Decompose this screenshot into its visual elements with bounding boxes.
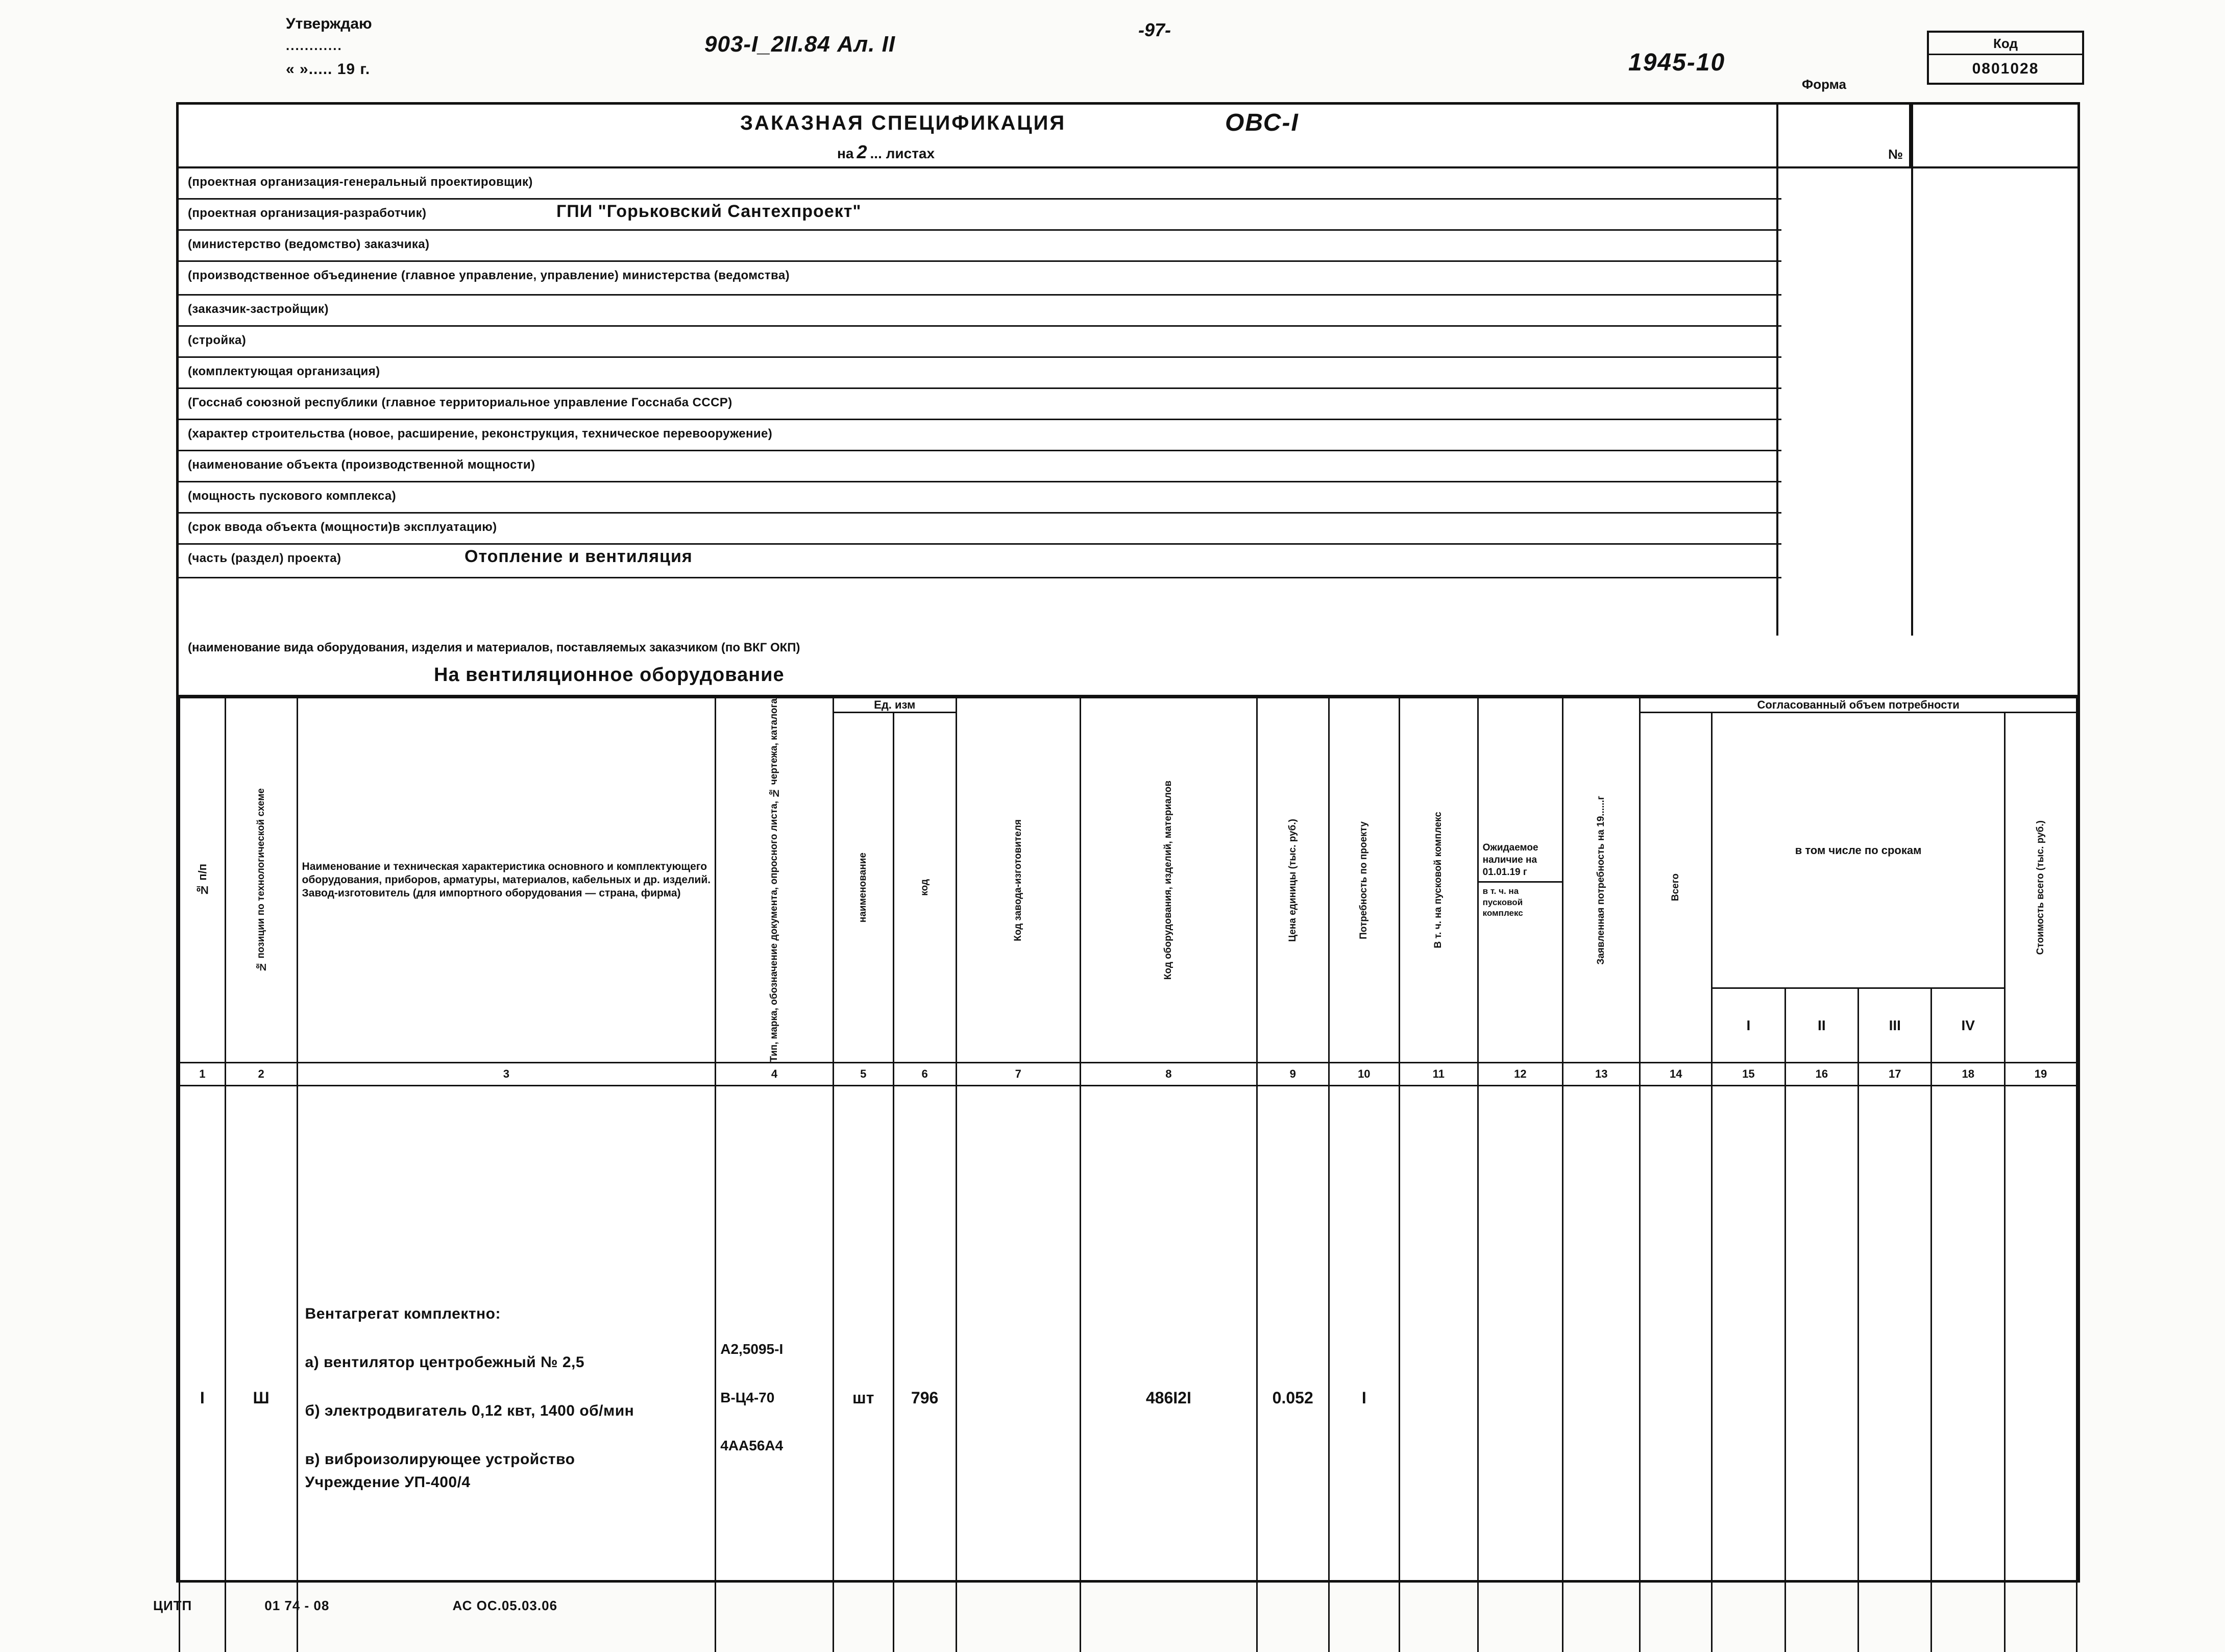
header-cell-expected-stock <box>1478 698 1563 1063</box>
cell-total-cost <box>2004 1086 2076 1652</box>
col-number: 3 <box>297 1063 716 1086</box>
header-text: Наименование и техническая характеристика основного и комплектующего оборудования, приборов, арматуры, материалов, кабельных и др. изделий. Завод-изготовитель (для импортного оборудования — страна, фирма) <box>302 860 711 900</box>
col-number: 10 <box>1329 1063 1399 1086</box>
header-row <box>179 231 1781 262</box>
header-row <box>179 420 1781 451</box>
cell-position <box>225 1086 297 1652</box>
col-number: 4 <box>716 1063 834 1086</box>
header-cell-total-cost <box>2004 713 2076 1063</box>
cell-total <box>1640 1086 1712 1652</box>
col-number: 8 <box>1080 1063 1257 1086</box>
table-header-row-1 <box>180 698 2077 713</box>
header-cell-q1 <box>1712 988 1785 1063</box>
header-text: Код завода-изготовителя <box>1012 819 1023 941</box>
header-cell-equipment-code <box>1080 698 1257 1063</box>
header-row <box>179 545 1781 578</box>
header-text: Ед. изм <box>874 698 916 711</box>
cell-text: Ш <box>253 1388 270 1407</box>
cell-text: шт <box>852 1388 874 1407</box>
code-box <box>1927 31 2084 85</box>
header-row <box>179 389 1781 420</box>
number-box <box>1778 105 1911 168</box>
row-label: (заказчик-застройщик) <box>188 302 329 316</box>
header-row <box>179 262 1781 296</box>
type-main: А2,5095-I <box>720 1341 784 1357</box>
header-text: III <box>1889 1017 1901 1033</box>
col-number: 14 <box>1640 1063 1712 1086</box>
specification-table <box>179 697 2077 1583</box>
number-label: № <box>1888 147 1903 162</box>
header-text: наименование <box>858 852 869 923</box>
equipment-kind-value: На вентиляционное оборудование <box>434 664 785 686</box>
type-a: В-Ц4-70 <box>720 1389 775 1405</box>
header-text: Код оборудования, изделий, материалов <box>1163 780 1174 980</box>
footer-number: 01 74 - 08 <box>264 1598 330 1613</box>
cell-type-block <box>716 1318 833 1457</box>
header-row <box>179 327 1781 358</box>
col-number: 17 <box>1859 1063 1931 1086</box>
row-label: (производственное объединение (главное управление, управление) министерства (ведомства) <box>188 269 790 282</box>
code-box-title: Код <box>1929 33 2082 55</box>
col-number: 7 <box>956 1063 1080 1086</box>
sheet-count: 2 <box>857 141 867 162</box>
row-label: (Госснаб союзной республики (главное территориальное управление Госснаба СССР) <box>188 396 732 409</box>
col-number: 13 <box>1563 1063 1640 1086</box>
header-text: Потребность по проекту <box>1358 821 1370 939</box>
cell-text <box>1479 1377 1562 1398</box>
form-label: Форма <box>1802 77 1846 92</box>
col-number: 19 <box>2004 1063 2076 1086</box>
cell-text <box>1786 1377 1857 1398</box>
cell-type-mark <box>716 1086 834 1652</box>
header-cell-manufacturer-code <box>956 698 1080 1063</box>
cell-unit-code <box>893 1086 956 1652</box>
cell-text <box>957 1377 1080 1398</box>
type-b: 4АА56А4 <box>720 1438 784 1454</box>
cell-unit-price <box>1257 1086 1329 1652</box>
cell-text <box>1859 1377 1930 1398</box>
header-cell-agreed-volume-group <box>1640 698 2077 713</box>
header-subtext: в т. ч. на пусковой комплекс <box>1479 881 1562 921</box>
cell-text <box>2006 1377 2076 1398</box>
description-item-a: а) вентилятор центробежный № 2,5 <box>305 1353 585 1371</box>
equipment-kind-label: (наименование вида оборудования, изделия и материалов, поставляемых заказчиком (по ВКГ ОКП) <box>188 641 800 654</box>
page-title: ЗАКАЗНАЯ СПЕЦИФИКАЦИЯ <box>740 112 1066 134</box>
header-text: Стоимость всего (тыс. руб.) <box>2035 820 2046 955</box>
header-text: № п/п <box>195 864 209 896</box>
cell-q3 <box>1859 1086 1931 1652</box>
header-text: Согласованный объем потребности <box>1757 698 1960 711</box>
col-number: 1 <box>180 1063 226 1086</box>
cell-project-demand <box>1329 1086 1399 1652</box>
header-cell-declared-demand <box>1563 698 1640 1063</box>
header-text: В т. ч. на пусковой комплекс <box>1433 812 1444 949</box>
cell-expected-stock <box>1478 1086 1563 1652</box>
cell-manufacturer-code <box>956 1086 1080 1652</box>
table-column-number-row <box>180 1063 2077 1086</box>
header-cell-description <box>297 698 716 1063</box>
cell-text: I <box>1361 1388 1366 1407</box>
header-text: Заявленная потребность на 19......г <box>1596 795 1607 965</box>
cell-startup-complex <box>1399 1086 1478 1652</box>
main-frame <box>176 102 2080 1583</box>
col-number: 6 <box>893 1063 956 1086</box>
row-label: (комплектующая организация) <box>188 365 380 378</box>
cell-text <box>1932 1377 2003 1398</box>
cell-declared-demand <box>1563 1086 1640 1652</box>
header-text: II <box>1818 1017 1826 1033</box>
code-box-value: 0801028 <box>1972 60 2039 77</box>
document-code: 903-I_2II.84 Ал. II <box>704 32 896 57</box>
cell-text <box>1563 1377 1639 1398</box>
row-label: (проектная организация-разработчик) <box>188 206 427 220</box>
row-label: (проектная организация-генеральный проектировщик) <box>188 175 533 189</box>
header-row <box>179 358 1781 389</box>
header-text: код <box>919 879 930 896</box>
cell-equipment-code <box>1080 1086 1257 1652</box>
approval-dots: ............ <box>286 38 343 53</box>
row-label: (срок ввода объекта (мощности)в эксплуатацию) <box>188 520 497 534</box>
description-institution: Учреждение УП-400/4 <box>305 1473 471 1491</box>
col-number: 2 <box>225 1063 297 1086</box>
col-number: 12 <box>1478 1063 1563 1086</box>
row-label: (стройка) <box>188 333 247 347</box>
header-cell-unit-group <box>833 698 956 713</box>
header-cell-q2 <box>1785 988 1858 1063</box>
row-label: (наименование объекта (производственной мощности) <box>188 458 535 472</box>
header-text: в том числе по срокам <box>1795 843 1922 857</box>
header-row <box>179 200 1781 231</box>
header-cell-by-terms <box>1712 713 2005 988</box>
col-number: 9 <box>1257 1063 1329 1086</box>
header-cell-project-demand <box>1329 698 1399 1063</box>
header-cell-unit-code <box>893 713 956 1063</box>
cell-text: 0.052 <box>1272 1388 1313 1407</box>
header-row <box>179 168 1781 200</box>
row-label: (мощность пускового комплекса) <box>188 489 396 503</box>
approval-block <box>286 15 500 78</box>
footer-code: АС ОС.05.03.06 <box>452 1598 558 1613</box>
header-text: № позиции по технологической схеме <box>255 788 266 972</box>
col-number: 18 <box>1931 1063 2004 1086</box>
header-text: Ожидаемое наличие на 01.01.19 г <box>1482 842 1538 878</box>
cell-text <box>1713 1377 1784 1398</box>
header-cell-no <box>180 698 226 1063</box>
header-cell-unit-name <box>833 713 893 1063</box>
col-number: 11 <box>1399 1063 1478 1086</box>
description-item-b: б) электродвигатель 0,12 квт, 1400 об/мин <box>305 1402 634 1419</box>
cell-text: 486I2I <box>1145 1388 1191 1407</box>
header-text: Всего <box>1670 873 1681 902</box>
header-row <box>179 482 1781 514</box>
cell-text <box>1400 1377 1477 1398</box>
right-column-divider <box>1911 105 1913 636</box>
header-row <box>179 451 1781 482</box>
cell-q2 <box>1785 1086 1858 1652</box>
row-label: (характер строительства (новое, расширение, реконструкция, техническое перевооружение) <box>188 427 773 441</box>
title-code: ОВС-I <box>1225 109 1299 136</box>
cell-text: 796 <box>911 1388 939 1407</box>
row-value: Отопление и вентиляция <box>464 547 693 566</box>
header-cell-startup-complex <box>1399 698 1478 1063</box>
cell-text: I <box>200 1388 205 1407</box>
cell-q1 <box>1712 1086 1785 1652</box>
sheet-count-line <box>837 141 935 163</box>
cell-unit-name <box>833 1086 893 1652</box>
row-value: ГПИ "Горьковский Сантехпроект" <box>556 202 862 221</box>
description-item-c: в) виброизолирующее устройство <box>305 1450 575 1468</box>
cell-no <box>180 1086 226 1652</box>
approval-date-line: « »..... 19 г. <box>286 61 371 78</box>
header-text: Цена единицы (тыс. руб.) <box>1287 818 1298 942</box>
header-cell-position <box>225 698 297 1063</box>
cell-description <box>297 1086 716 1652</box>
row-label: (часть (раздел) проекта) <box>188 551 341 565</box>
col-number: 5 <box>833 1063 893 1086</box>
col-number: 16 <box>1785 1063 1858 1086</box>
header-text: I <box>1746 1017 1751 1033</box>
header-rows <box>179 168 1781 578</box>
approval-label: Утверждаю <box>286 15 372 32</box>
header-cell-unit-price <box>1257 698 1329 1063</box>
cell-q4 <box>1931 1086 2004 1652</box>
cell-description-block <box>298 1282 715 1494</box>
sheet-suffix: ... листах <box>870 145 935 161</box>
header-row <box>179 514 1781 545</box>
row-label: (министерство (ведомство) заказчика) <box>188 237 430 251</box>
header-cell-q3 <box>1859 988 1931 1063</box>
header-cell-total <box>1640 713 1712 1063</box>
footer-publisher: ЦИТП <box>153 1598 192 1613</box>
header-text: IV <box>1961 1017 1975 1033</box>
col-number: 15 <box>1712 1063 1785 1086</box>
cell-text <box>1641 1377 1711 1398</box>
header-cell-type-mark <box>716 698 834 1063</box>
table-row <box>180 1086 2077 1652</box>
footer <box>153 1598 557 1614</box>
header-text: Тип, марка, обозначение документа, опросного листа, № чертежа, каталога <box>769 698 780 1062</box>
equipment-kind-row <box>179 636 2077 697</box>
description-title: Вентагрегат комплектно: <box>305 1305 501 1322</box>
header-row <box>179 296 1781 327</box>
header-cell-q4 <box>1931 988 2004 1063</box>
handwritten-number: 1945-10 <box>1628 49 1726 76</box>
header-right-column <box>1776 105 2077 636</box>
sheet-prefix: на <box>837 145 854 161</box>
page-number: -97- <box>1138 19 1171 40</box>
